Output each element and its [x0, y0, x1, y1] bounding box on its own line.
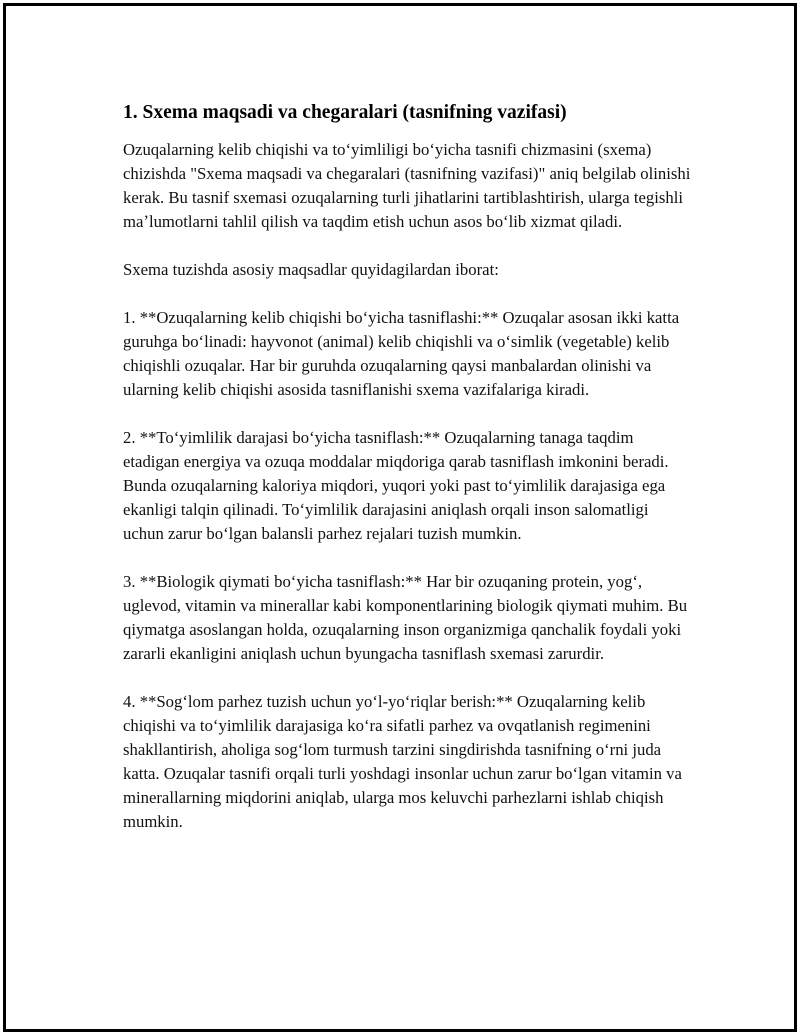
document-title: 1. Sxema maqsadi va chegaralari (tasnifning vazifasi) — [123, 102, 567, 123]
goal-item-1: 1. **Ozuqalarning kelib chiqishi boʻyicha tasniflashi:** Ozuqalar asosan ikki katta guruhga boʻlinadi: hayvonot (animal) kelib chiqishli va oʻsimlik (vegetable) kelib chiqishli ozuqalar. Har bir guruhda ozuqalarning qaysi manbalardan olinishi va ularning kelib chiqishi asosida tasniflanishi sxema vazifalariga kiradi. — [123, 308, 680, 399]
goal-item-2: 2. **Toʻyimlilik darajasi boʻyicha tasniflash:** Ozuqalarning tanaga taqdim etadigan energiya va ozuqa moddalar miqdoriga qarab tasniflash imkonini beradi. Bunda ozuqalarning kaloriya miqdori, yuqori yoki past toʻyimlilik darajasiga ega ekanligi talqin qilinadi. Toʻyimlilik darajasini aniqlash orqali inson salomatligi uchun zarur boʻlgan balansli parhez rejalari tuzish mumkin. — [123, 428, 669, 543]
document-body — [123, 99, 693, 858]
goal-item-4: 4. **Sogʻlom parhez tuzish uchun yoʻl-yoʻriqlar berish:** Ozuqalarning kelib chiqishi va toʻyimlilik darajasiga koʻra sifatli parhez va ovqatlanish regimenini shakllantirish, aholiga sogʻlom turmush tarzini singdirishda tasnifning oʻrni juda katta. Ozuqalar tasnifi orqali turli yoshdagi insonlar uchun zarur boʻlgan vitamin va minerallarning miqdorini aniqlab, ularga mos keluvchi parhezlarni ishlab chiqish mumkin. — [123, 692, 682, 831]
goal-item-3: 3. **Biologik qiymati boʻyicha tasniflash:** Har bir ozuqaning protein, yogʻ, uglevod, vitamin va minerallar kabi komponentlarining biologik qiymati muhim. Bu qiymatga asoslangan holda, ozuqalarning inson organizmiga qanchalik foydali yoki zararli ekanligini aniqlash uchun byungacha tasniflash sxemasi zarurdir. — [123, 572, 688, 663]
goals-lead-paragraph: Sxema tuzishda asosiy maqsadlar quyidagilardan iborat: — [123, 260, 499, 279]
intro-paragraph: Ozuqalarning kelib chiqishi va toʻyimliligi boʻyicha tasnifi chizmasini (sxema) chizishda "Sxema maqsadi va chegaralari (tasnifning vazifasi)" aniq belgilab olinishi kerak. Bu tasnif sxemasi ozuqalarning turli jihatlarini tartiblashtirish, ularga tegishli maʼlumotlarni tahlil qilish va taqdim etish uchun asos boʻlib xizmat qiladi. — [123, 140, 691, 231]
page-frame — [3, 3, 797, 1032]
